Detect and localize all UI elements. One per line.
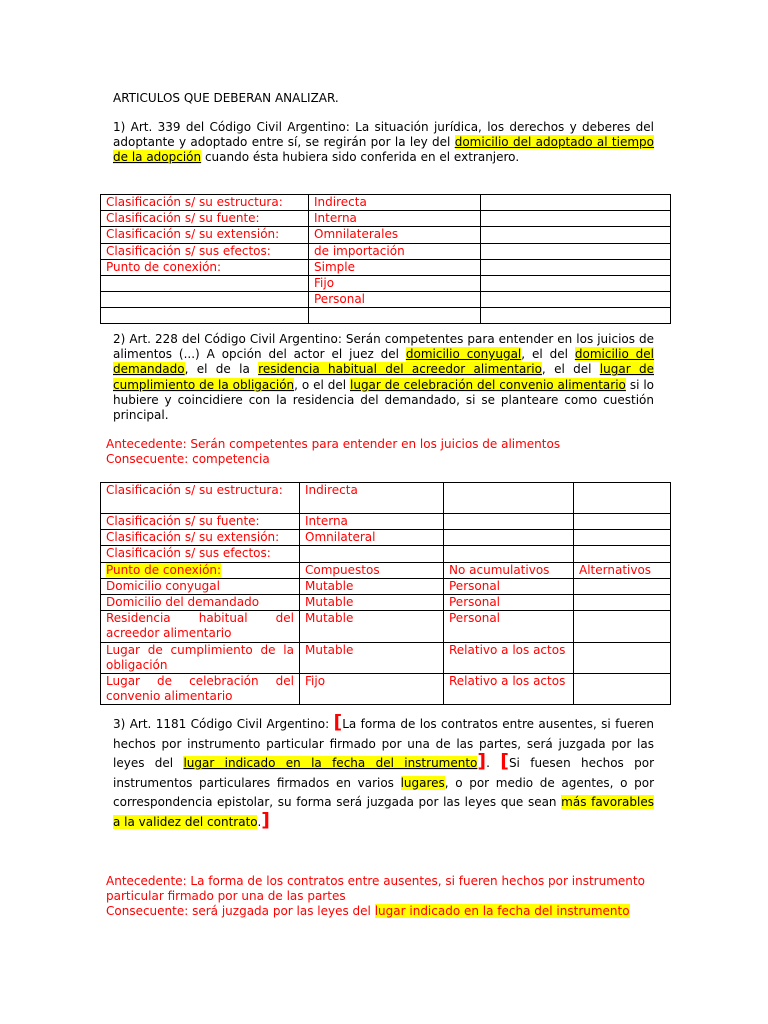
table-cell [574,546,671,562]
table-cell: de importación [309,243,481,259]
table-cell: Omnilaterales [309,227,481,243]
table-cell: Alternativos [574,562,671,578]
table-cell [481,276,671,292]
article-339-paragraph [113,120,654,166]
table-cell [101,308,309,324]
table-cell [481,211,671,227]
consecuente-3 [106,904,666,919]
table-cell [300,546,444,562]
article-339-text-end: cuando ésta hubiera sido conferida en el extranjero. [201,150,520,165]
article-228-text: 2) Art. 228 del Código Civil Argentino: Serán competentes para entender en los juicios de alimentos (...) A opción del actor el juez del [113,332,654,362]
article-228-text: , el del [521,347,575,362]
article-228-text: , el del [541,362,600,377]
document-title: ARTICULOS QUE DEBERAN ANALIZAR. [113,91,339,105]
antecedente-2: Antecedente: Serán competentes para entender en los juicios de alimentos [106,437,561,451]
table-row [101,243,671,259]
table-cell [481,227,671,243]
highlight-domicilio-demandado: domicilio del demandado [113,347,655,377]
table-cell [574,611,671,642]
table-cell: Personal [444,595,574,611]
article-228-text: si lo hubiere y coincidiere con la residencia del demandado, si se planteare como cuestión principal. [113,377,654,423]
table-cell [574,674,671,705]
table-row [101,195,671,211]
table-row [101,611,671,642]
table-cell [481,292,671,308]
table-cell [574,642,671,673]
article-1181-text: . [486,756,501,770]
open-bracket: [ [500,750,509,772]
highlight-lugar-celebracion: lugar de celebración del convenio alimentario [350,377,626,392]
highlight-consecuente: lugar indicado en la fecha del instrumento [374,904,630,918]
antecedente-3: Antecedente: La forma de los contratos entre ausentes, si fueren hechos por instrumento particular firmado por una de las partes [106,874,645,904]
table-cell: Mutable [300,611,444,642]
table-row [101,259,671,275]
table-cell: Interna [309,211,481,227]
table-row [101,211,671,227]
table-cell [481,243,671,259]
table-row [101,642,671,673]
consecuente-3-text: Consecuente: será juzgada por las leyes del [106,904,375,918]
table-cell [101,562,300,578]
table-row [101,514,671,530]
article-228-paragraph [113,332,654,423]
table-cell: Mutable [300,578,444,594]
table-row [101,292,671,308]
table-row [101,276,671,292]
table-cell: Indirecta [309,195,481,211]
highlight-mas-favorables: más favorables a la validez del contrato [113,795,654,829]
table-row [101,578,671,594]
table-cell: Fijo [309,276,481,292]
article-1181-text: Si fuesen hechos por instrumentos particulares firmados en varios [113,756,655,790]
table-cell: Fijo [300,674,444,705]
table-cell: Clasificación s/ su fuente: [101,514,300,530]
table-cell: Personal [444,611,574,642]
article-228-text: , el de la [184,362,259,377]
article-1181-text: La forma de los contratos entre ausentes, si fueren hechos por instrumento particular firmado por una de las partes, será juzgada por las leyes del [113,717,654,770]
article-228-text: , o el del [294,377,350,392]
table-cell [481,259,671,275]
table-cell [101,276,309,292]
article-339-text: 1) Art. 339 del Código Civil Argentino: La situación jurídica, los derechos y deberes del adoptante y adoptado entre sí, se regirán por la ley del [113,120,654,150]
table-row [101,483,671,514]
table-cell [444,514,574,530]
table-row [101,562,671,578]
table-cell: Mutable [300,642,444,673]
table-cell: Clasificación s/ su estructura: [101,195,309,211]
table-cell [574,595,671,611]
table-cell [574,530,671,546]
open-bracket: [ [333,711,343,733]
table-cell: Personal [309,292,481,308]
table-cell: Clasificación s/ su extensión: [101,530,300,546]
table-cell [444,483,574,514]
table-cell: Omnilateral [300,530,444,546]
highlight-lugares: lugares [400,775,445,790]
table-cell: Simple [309,259,481,275]
table-cell: Lugar de celebración del convenio alimentario [101,674,300,705]
highlight-lugar-indicado: lugar indicado en la fecha del instrumento [183,756,478,770]
table-cell: Clasificación s/ sus efectos: [101,546,300,562]
table-row [101,227,671,243]
close-bracket: ] [477,750,487,772]
table-cell [574,483,671,514]
table-cell [444,546,574,562]
classification-table-2 [100,482,671,705]
table-cell: Punto de conexión: [101,259,309,275]
table-row [101,674,671,705]
highlight-residencia-habitual: residencia habitual del acreedor alimentario [258,362,542,377]
table-cell: Clasificación s/ su fuente: [101,211,309,227]
table-cell [574,578,671,594]
table-cell: Interna [300,514,444,530]
table-cell [574,514,671,530]
table-row [101,595,671,611]
table-cell: Clasificación s/ su extensión: [101,227,309,243]
table-cell: Indirecta [300,483,444,514]
article-1181-text: , o por medio de agentes, o por correspondencia epistolar, su forma será juzgada por las leyes que sean [113,775,655,809]
table-cell: Residencia habitual del acreedor alimentario [101,611,300,642]
highlight-domicilio-adoptado: domicilio del adoptado al tiempo de la adopción [113,135,654,165]
article-1181-text: 3) Art. 1181 Código Civil Argentino: [113,717,334,731]
table-cell: Clasificación s/ su estructura: [101,483,300,514]
table-row [101,308,671,324]
table-cell: Mutable [300,595,444,611]
table-cell [481,195,671,211]
close-bracket: ] [261,808,270,831]
table-cell [481,308,671,324]
highlight-lugar-cumplimiento: lugar de cumplimiento de la obligación [113,362,654,392]
table-cell: Clasificación s/ sus efectos: [101,243,309,259]
table-cell: Domicilio conyugal [101,578,300,594]
table-cell: No acumulativos [444,562,574,578]
classification-table-1 [100,194,671,324]
table-cell: Relativo a los actos [444,642,574,673]
table-cell: Compuestos [300,562,444,578]
table-cell: Relativo a los actos [444,674,574,705]
punto-conexion-label: Punto de conexión: [106,562,222,577]
article-1181-paragraph [113,711,655,832]
table-cell: Domicilio del demandado [101,595,300,611]
highlight-domicilio-conyugal: domicilio conyugal [405,347,522,362]
table-row [101,530,671,546]
consecuente-2: Consecuente: competencia [106,452,270,466]
article-1181-text: . [257,814,262,829]
table-row [101,546,671,562]
table-cell [309,308,481,324]
table-cell [444,530,574,546]
table-cell: Personal [444,578,574,594]
table-cell: Lugar de cumplimiento de la obligación [101,642,300,673]
table-cell [101,292,309,308]
